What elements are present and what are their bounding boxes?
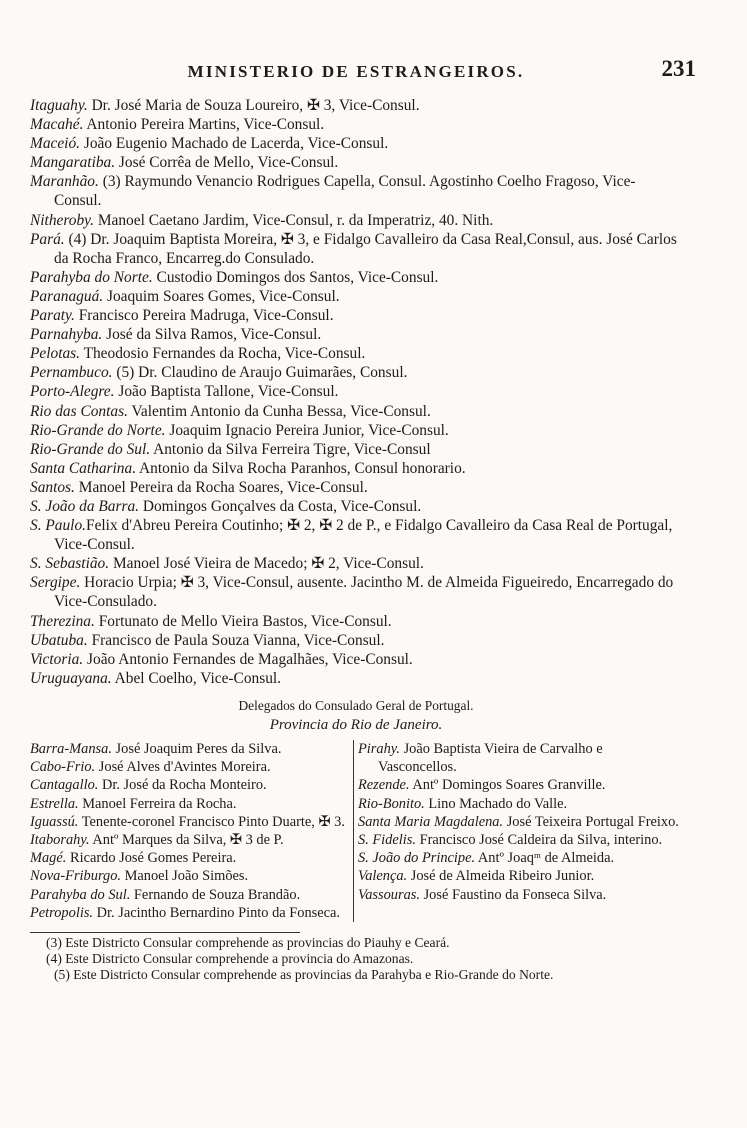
delegates-left-column [30, 740, 354, 922]
place-name: Santa Catharina. [30, 459, 137, 477]
entry-text: Tenente-coronel Francisco Pinto Duarte, ✠ 3. [78, 813, 345, 830]
consul-entry [30, 478, 682, 497]
page-header [30, 56, 696, 96]
delegate-entry [30, 795, 349, 813]
place-name: Cabo-Frio. [30, 759, 96, 776]
delegate-entry [358, 867, 682, 885]
place-name: S. João da Barra. [30, 497, 140, 515]
delegate-entry [358, 831, 682, 849]
consul-entry [30, 172, 682, 210]
consul-entry [30, 459, 682, 478]
entry-text: Theodosio Fernandes da Rocha, Vice-Consul. [80, 345, 366, 363]
footnote-4: (4) Este Districto Consular comprehende a provincia do Amazonas. [46, 950, 414, 966]
consul-entry [30, 115, 682, 134]
place-name: Vassouras. [358, 886, 420, 903]
entry-text: José Corrêa de Mello, Vice-Consul. [115, 154, 339, 172]
delegate-entry [358, 886, 682, 904]
delegate-entry [358, 776, 682, 794]
place-name: Parahyba do Sul. [30, 886, 131, 903]
delegates-right-column [354, 740, 682, 922]
entry-text: (3) Raymundo Venancio Rodrigues Capella, Consul. Agostinho Coelho Fragoso, Vice-Consul. [54, 173, 636, 210]
delegate-entry [30, 740, 349, 758]
place-name: S. Paulo. [30, 517, 87, 535]
entry-text: José de Almeida Ribeiro Junior. [407, 868, 595, 885]
place-name: Barra-Mansa. [30, 740, 112, 757]
place-name: Santos. [30, 478, 75, 496]
delegate-entry [30, 776, 349, 794]
place-name: Rio-Grande do Norte. [30, 421, 166, 439]
entry-text: José Teixeira Portugal Freixo. [503, 813, 679, 830]
place-name: Macahé. [30, 116, 84, 134]
entry-text: Dr. José da Rocha Monteiro. [98, 777, 267, 794]
place-name: Paraty. [30, 307, 75, 325]
place-name: Rezende. [358, 777, 410, 794]
place-name: Parahyba do Norte. [30, 268, 153, 286]
province-heading: Provincia do Rio de Janeiro. [269, 716, 443, 733]
entry-text: José da Silva Ramos, Vice-Consul. [102, 326, 322, 344]
place-name: Pernambuco. [30, 364, 113, 382]
entry-text: João Baptista Tallone, Vice-Consul. [114, 383, 339, 401]
consul-entry [30, 382, 682, 401]
consul-entry [30, 211, 682, 230]
page-title: MINISTERIO DE ESTRANGEIROS. [187, 62, 525, 81]
entry-text: Joaquim Soares Gomes, Vice-Consul. [103, 287, 340, 305]
place-name: Sergipe. [30, 574, 81, 592]
entry-text: Manoel Caetano Jardim, Vice-Consul, r. da Imperatriz, 40. Nith. [93, 211, 494, 229]
entry-text: Antonio da Silva Rocha Paranhos, Consul honorario. [136, 459, 466, 477]
entry-text: Antº Joaqᵐ de Almeida. [475, 850, 615, 867]
page-number: 231 [661, 56, 696, 81]
entry-text: (4) Dr. Joaquim Baptista Moreira, ✠ 3, e Fidalgo Cavalleiro da Casa Real,Consul, aus. José Carlos da Rocha Franco, Encarreg.do Consulado. [54, 230, 677, 267]
entry-text: Abel Coelho, Vice-Consul. [111, 669, 282, 687]
entry-text: José Alves d'Avintes Moreira. [95, 759, 271, 776]
entry-text: Antonio da Silva Ferreira Tigre, Vice-Consul [150, 440, 431, 458]
page [30, 56, 696, 983]
entry-text: Antº Domingos Soares Granville. [409, 777, 606, 794]
entry-text: Antonio Pereira Martins, Vice-Consul. [83, 116, 325, 134]
delegate-entry [358, 849, 682, 867]
footnotes [30, 932, 554, 983]
place-name: S. João do Principe. [358, 850, 476, 867]
place-name: Mangaratiba. [30, 154, 116, 172]
entry-text: Manoel Pereira da Rocha Soares, Vice-Consul. [74, 478, 368, 496]
entry-text: João Eugenio Machado de Lacerda, Vice-Consul. [80, 135, 389, 153]
place-name: Pelotas. [30, 345, 81, 363]
place-name: S. Fidelis. [358, 831, 416, 848]
place-name: Cantagallo. [30, 777, 99, 794]
consul-entry [30, 497, 682, 516]
consul-entry [30, 612, 682, 631]
entry-text: Dr. Jacintho Bernardino Pinto da Fonseca. [93, 904, 341, 921]
delegate-entry [358, 740, 682, 776]
consul-entry [30, 440, 682, 459]
entry-text: Dr. José Maria de Souza Loureiro, ✠ 3, Vice-Consul. [87, 97, 420, 114]
place-name: Victoria. [30, 650, 84, 668]
place-name: Pirahy. [358, 740, 400, 757]
entry-text: Domingos Gonçalves da Costa, Vice-Consul. [139, 497, 422, 515]
entry-text: João Antonio Fernandes de Magalhães, Vice-Consul. [83, 650, 413, 668]
entry-text: José Joaquim Peres da Silva. [111, 740, 282, 757]
delegate-entry [30, 867, 349, 885]
consul-entry [30, 554, 682, 573]
consul-entry [30, 306, 682, 325]
consul-entry [30, 230, 682, 268]
place-name: Petropolis. [30, 904, 94, 921]
entry-text: Manoel Ferreira da Rocha. [78, 795, 237, 812]
consul-entry [30, 134, 682, 153]
entry-text: Manoel João Simões. [121, 868, 249, 885]
footnote-3: (3) Este Districto Consular comprehende as provincias do Piauhy e Ceará. [46, 934, 450, 950]
entry-text: Manoel José Vieira de Macedo; ✠ 2, Vice-Consul. [109, 555, 424, 573]
consul-entry [30, 421, 682, 440]
place-name: Rio-Grande do Sul. [30, 440, 151, 458]
delegate-entry [30, 758, 349, 776]
entry-text: Horacio Urpia; ✠ 3, Vice-Consul, ausente. Jacintho M. de Almeida Figueiredo, Encarregado do Vice-Consulado. [54, 574, 674, 611]
consul-entry [30, 516, 682, 554]
place-name: Pará. [30, 230, 65, 248]
place-name: Itaguahy. [30, 97, 88, 114]
place-name: Paranaguá. [30, 287, 104, 305]
consul-entry [30, 153, 682, 172]
entry-text: Joaquim Ignacio Pereira Junior, Vice-Consul. [165, 421, 449, 439]
consul-entry [30, 650, 682, 669]
delegate-entry [30, 904, 349, 922]
consul-entry [30, 402, 682, 421]
delegate-entry [30, 831, 349, 849]
delegate-entry [358, 813, 682, 831]
place-name: Nova-Friburgo. [30, 868, 122, 885]
place-name: Rio-Bonito. [358, 795, 425, 812]
delegate-entry [30, 849, 349, 867]
place-name: Nitheroby. [30, 211, 94, 229]
consul-entry [30, 573, 682, 611]
consul-entry [30, 325, 682, 344]
place-name: Rio das Contas. [30, 402, 128, 420]
place-name: Estrella. [30, 795, 79, 812]
place-name: S. Sebastião. [30, 555, 110, 573]
place-name: Ubatuba. [30, 631, 88, 649]
place-name: Maceió. [30, 135, 80, 153]
entry-text: Francisco José Caldeira da Silva, interino. [415, 831, 663, 848]
delegate-entry [30, 886, 349, 904]
place-name: Santa Maria Magdalena. [358, 813, 504, 830]
consul-entry [30, 363, 682, 382]
consul-entry [30, 344, 682, 363]
entry-text: Custodio Domingos dos Santos, Vice-Consul. [152, 268, 439, 286]
place-name: Valença. [358, 868, 408, 885]
entry-text: Felix d'Abreu Pereira Coutinho; ✠ 2, ✠ 2 de P., e Fidalgo Cavalleiro da Casa Real de Portugal, Vice-Consul. [54, 517, 673, 554]
entry-text: (5) Dr. Claudino de Araujo Guimarães, Consul. [112, 364, 408, 382]
delegate-entry [358, 795, 682, 813]
footnote-5: (5) Este Districto Consular comprehende as provincias da Parahyba e Rio-Grande do Norte. [54, 966, 554, 982]
place-name: Maranhão. [30, 173, 99, 191]
place-name: Therezina. [30, 612, 95, 630]
place-name: Iguassú. [30, 813, 79, 830]
place-name: Porto-Alegre. [30, 383, 115, 401]
delegates-heading: Delegados do Consulado Geral de Portugal. [238, 697, 474, 713]
place-name: Itaborahy. [30, 831, 90, 848]
entry-text: Antº Marques da Silva, ✠ 3 de P. [89, 831, 284, 848]
entry-text: Francisco de Paula Souza Vianna, Vice-Consul. [87, 631, 385, 649]
consul-entry [30, 669, 682, 688]
entry-text: Ricardo José Gomes Pereira. [66, 850, 237, 867]
entry-text: Fernando de Souza Brandão. [130, 886, 301, 903]
entry-text: João Baptista Vieira de Carvalho e Vasconcellos. [378, 740, 603, 776]
place-name: Uruguayana. [30, 669, 112, 687]
delegates-table [30, 740, 682, 922]
place-name: Parnahyba. [30, 326, 103, 344]
entry-text: Fortunato de Mello Vieira Bastos, Vice-Consul. [94, 612, 392, 630]
consul-entry [30, 287, 682, 306]
place-name: Magé. [30, 850, 67, 867]
entry-text: Valentim Antonio da Cunha Bessa, Vice-Consul. [127, 402, 431, 420]
consul-entry [30, 96, 682, 115]
consul-entry [30, 631, 682, 650]
consul-entry [30, 268, 682, 287]
entry-text: Lino Machado do Valle. [424, 795, 568, 812]
entry-text: Francisco Pereira Madruga, Vice-Consul. [74, 307, 334, 325]
delegate-entry [30, 813, 349, 831]
entry-text: José Faustino da Fonseca Silva. [419, 886, 607, 903]
consul-list [30, 96, 682, 688]
